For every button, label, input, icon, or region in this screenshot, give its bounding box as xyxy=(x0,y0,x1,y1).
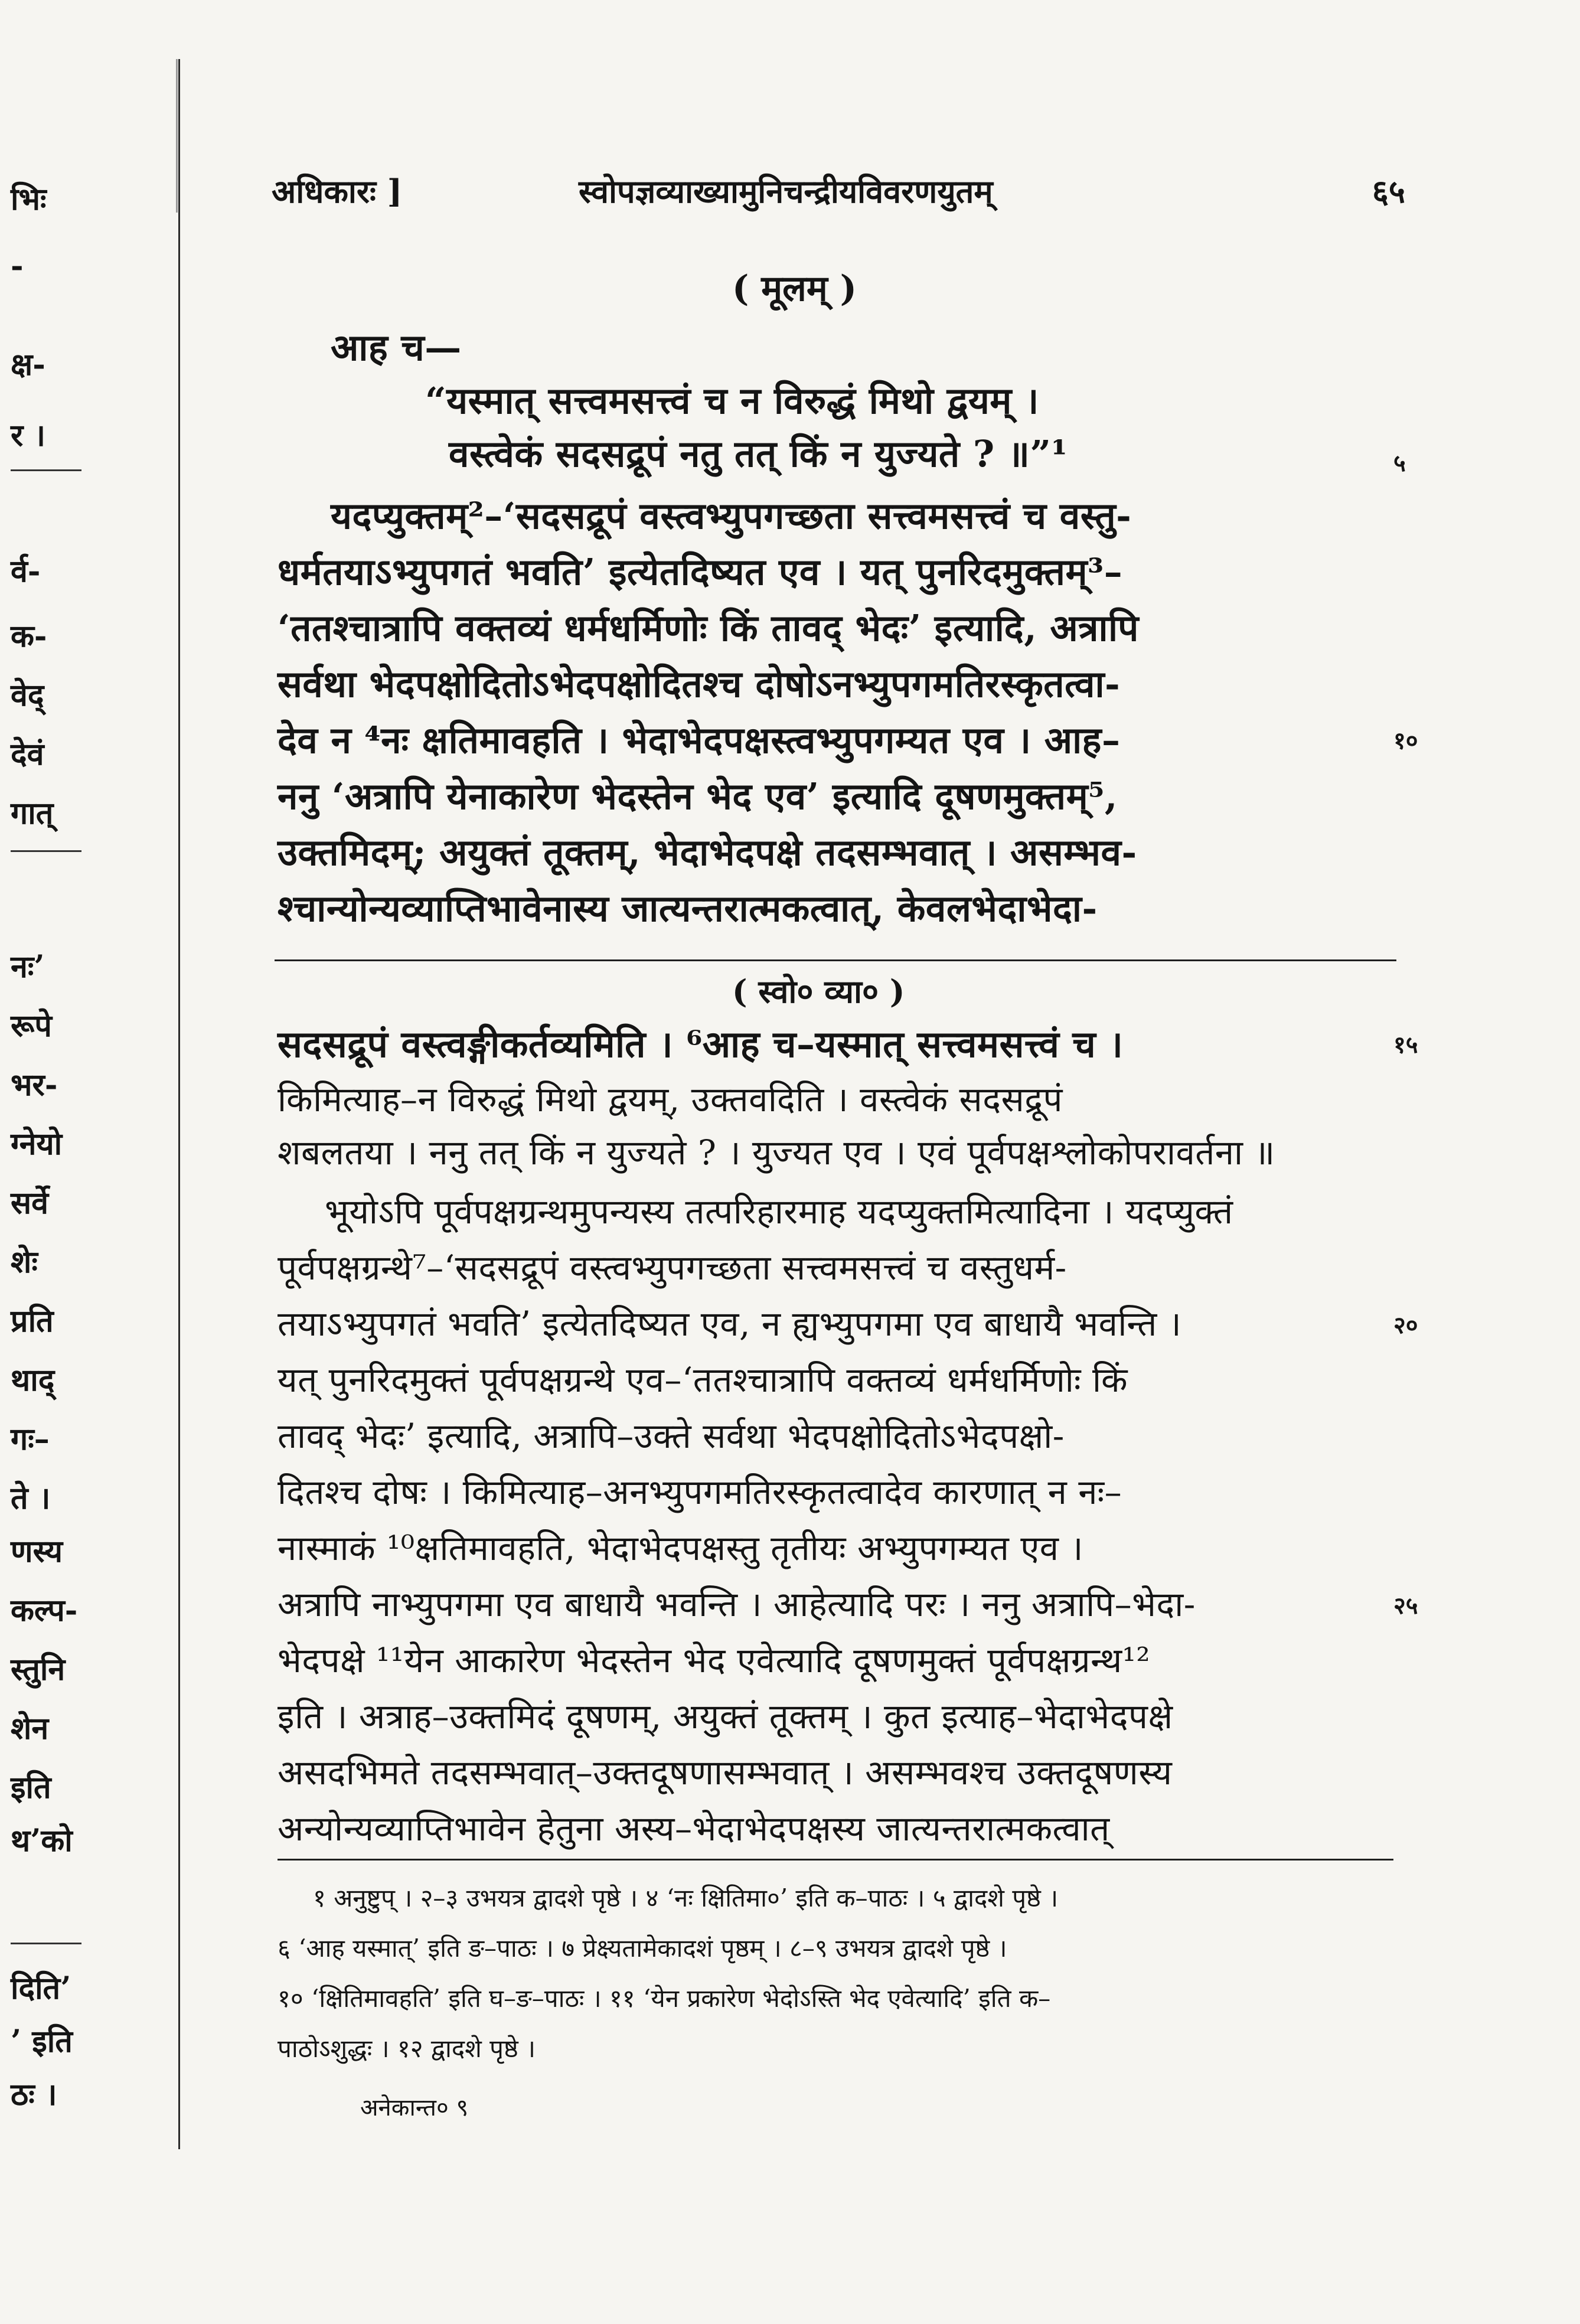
signature-mark: अनेकान्त० ९ xyxy=(360,2094,469,2121)
vivarana-line: नास्माकं ¹⁰क्षतिमावहति, भेदाभेदपक्षस्तु तृतीयः अभ्युपगम्यत एव । xyxy=(278,1528,1083,1568)
commentary-line: किमित्याह–न विरुद्धं मिथो द्वयम्, उक्तवदिति । वस्त्वेकं सदसद्रूपं xyxy=(278,1079,1063,1119)
commentary-heading: ( स्वो० व्या० ) xyxy=(732,972,905,1010)
vivarana-line: तावद् भेदः’ इत्यादि, अत्रापि–उक्ते सर्वथा भेदपक्षोदितोऽभेदपक्षो- xyxy=(278,1416,1065,1456)
fold-speckle xyxy=(176,59,178,213)
header-chapter: अधिकारः ] xyxy=(272,172,403,210)
vivarana-line: दितश्च दोषः । किमित्याह–अनभ्युपगमतिरस्कृतत्वादेव कारणात् न नः– xyxy=(278,1472,1122,1512)
page-fold-line xyxy=(178,59,180,2149)
verse-line-2: वस्त्वेकं सदसद्रूपं नतु तत् किं न युज्यते ? ॥”¹ xyxy=(449,432,1068,475)
gutter-fragment: ग्नेयो xyxy=(11,1126,63,1162)
line-number: २५ xyxy=(1393,1592,1418,1620)
mula-line: देव न ⁴नः क्षतिमावहति । भेदाभेदपक्षस्त्वभ्युपगम्यत एव । आह– xyxy=(278,719,1121,762)
gutter-fragment: क्ष- xyxy=(11,347,45,383)
mula-line: ननु ‘अत्रापि येनाकारेण भेदस्तेन भेद एव’ इत्यादि दूषणमुक्तम्⁵, xyxy=(278,775,1118,818)
footnote-line: १० ‘क्षितिमावहति’ इति घ–ङ–पाठः । ११ ‘येन प्रकारेण भेदोऽस्ति भेद एवेत्यादि’ इति क– xyxy=(278,1984,1051,2013)
line-number: ५ xyxy=(1393,449,1406,477)
gutter-fragment: र । xyxy=(11,417,46,453)
gutter-fragment: शेन xyxy=(11,1711,49,1747)
vivarana-line: अत्रापि नाभ्युपगमा एव बाधायै भवन्ति । आहेत्यादि परः । ननु अत्रापि–भेदा- xyxy=(278,1584,1196,1624)
mula-line: ‘ततश्चात्रापि वक्तव्यं धर्मधर्मिणोः किं तावद् भेदः’ इत्यादि, अत्रापि xyxy=(278,606,1139,649)
mula-line: यदप्युक्तम्²–‘सदसद्रूपं वस्त्वभ्युपगच्छता सत्त्वमसत्त्वं च वस्तु- xyxy=(331,494,1132,537)
mula-line: श्चान्योन्यव्याप्तिभावेनास्य जात्यन्तरात्मकत्वात्, केवलभेदाभेदा- xyxy=(278,887,1098,930)
verse-line-1: “यस्मात् सत्त्वमसत्त्वं च न विरुद्धं मिथो द्वयम् । xyxy=(425,379,1039,422)
gutter-fragment: सर्वे xyxy=(11,1185,49,1221)
gutter-rule xyxy=(11,850,81,852)
vivarana-line: तयाऽभ्युपगतं भवति’ इत्येतदिष्यत एव, न ह्यभ्युपगमा एव बाधायै भवन्ति । xyxy=(278,1304,1182,1344)
vivarana-line: भूयोऽपि पूर्वपक्षग्रन्थमुपन्यस्य तत्परिहारमाह यदप्युक्तमित्यादिना । यदप्युक्तं xyxy=(325,1192,1233,1232)
gutter-fragment: - xyxy=(11,248,24,284)
mula-line: उक्तमिदम्; अयुक्तं तूक्तम्, भेदाभेदपक्षे तदसम्भवात् । असम्भव- xyxy=(278,831,1137,874)
gutter-fragment: इति xyxy=(11,1770,51,1806)
gutter-fragment: गात् xyxy=(11,795,54,831)
gutter-fragment: कल्प- xyxy=(11,1592,78,1628)
commentary-line: शबलतया । ननु तत् किं न युज्यते ? । युज्यत एव । एवं पूर्वपक्षश्लोकोपरावर्तना ॥ xyxy=(278,1132,1275,1173)
gutter-fragment: थ’को xyxy=(11,1823,73,1859)
vivarana-line: पूर्वपक्षग्रन्थे⁷–‘सदसद्रूपं वस्त्वभ्युपगच्छता सत्त्वमसत्त्वं च वस्तुधर्म- xyxy=(278,1248,1067,1288)
gutter-fragment: भिः xyxy=(11,181,47,217)
gutter-fragment: रूपे xyxy=(11,1008,52,1044)
mula-line: धर्मतयाऽभ्युपगतं भवति’ इत्येतदिष्यत एव । यत् पुनरिदमुक्तम्³– xyxy=(278,550,1123,593)
gutter-fragment: ’ इति xyxy=(11,2023,73,2059)
footnote-rule xyxy=(278,1859,1393,1860)
vivarana-line: असदभिमते तदसम्भवात्–उक्तदूषणासम्भवात् । असम्भवश्च उक्तदूषणस्य xyxy=(278,1752,1173,1793)
gutter-rule xyxy=(11,469,81,471)
gutter-fragment: णस्य xyxy=(11,1533,63,1569)
footnote-line: १ अनुष्टुप् । २–३ उभयत्र द्वादशे पृष्ठे । ४ ‘नः क्षितिमा०’ इति क–पाठः । ५ द्वादशे पृष्ठे । xyxy=(313,1884,1059,1912)
gutter-fragment: स्तुनि xyxy=(11,1651,66,1687)
gutter-fragment: भर- xyxy=(11,1067,58,1103)
gutter-fragment: गः– xyxy=(11,1421,50,1457)
gutter-fragment: थाद् xyxy=(11,1362,55,1398)
gutter-fragment: प्रति xyxy=(11,1303,54,1339)
footnote-line: ६ ‘आह यस्मात्’ इति ङ–पाठः । ७ प्रेक्ष्यतामेकादशं पृष्ठम् । ८–९ उभयत्र द्वादशे पृष्ठे । xyxy=(278,1934,1007,1963)
vivarana-line: यत् पुनरिदमुक्तं पूर्वपक्षग्रन्थे एव–‘ततश्चात्रापि वक्तव्यं धर्मधर्मिणोः किं xyxy=(278,1360,1128,1400)
vivarana-line: अन्योन्यव्याप्तिभावेन हेतुना अस्य–भेदाभेदपक्षस्य जात्यन्तरात्मकत्वात् xyxy=(278,1809,1110,1849)
gutter-fragment: देवं xyxy=(11,736,44,772)
section-rule xyxy=(275,959,1396,961)
line-number: २० xyxy=(1393,1311,1418,1339)
gutter-fragment: दिति’ xyxy=(11,1970,71,2006)
footnote-line: पाठोऽशुद्धः । १२ द्वादशे पृष्ठे । xyxy=(278,2034,536,2063)
page-number: ६५ xyxy=(1372,172,1405,210)
mula-line: सर्वथा भेदपक्षोदितोऽभेदपक्षोदितश्च दोषोऽनभ्युपगमतिरस्कृतत्वा- xyxy=(278,662,1121,706)
gutter-fragment: वेद् xyxy=(11,677,44,713)
commentary-line: सदसद्रूपं वस्त्वङ्गीकर्तव्यमिति । ⁶आह च–यस्मात् सत्त्वमसत्त्वं च । xyxy=(278,1023,1124,1066)
gutter-fragment: र्व- xyxy=(11,553,41,589)
gutter-fragment: ते । xyxy=(11,1480,51,1516)
gutter-fragment: ठः । xyxy=(11,2077,57,2113)
mula-heading: ( मूलम् ) xyxy=(732,268,857,309)
running-header xyxy=(272,168,1405,216)
vivarana-line: भेदपक्षे ¹¹येन आकारेण भेदस्तेन भेद एवेत्यादि दूषणमुक्तं पूर्वपक्षग्रन्थ¹² xyxy=(278,1640,1151,1680)
vivarana-line: इति । अत्राह–उक्तमिदं दूषणम्, अयुक्तं तूक्तम् । कुत इत्याह–भेदाभेदपक्षे xyxy=(278,1696,1173,1737)
gutter-fragment: शेः xyxy=(11,1244,38,1280)
facing-page-gutter xyxy=(0,0,112,2324)
gutter-fragment: नः’ xyxy=(11,949,45,985)
gutter-rule xyxy=(11,1943,81,1944)
gutter-fragment: क- xyxy=(11,618,47,654)
header-title: स्वोपज्ञव्याख्यामुनिचन्द्रीयविवरणयुतम् xyxy=(579,172,993,210)
line-number: १० xyxy=(1393,727,1418,755)
mula-intro: आह च— xyxy=(331,326,462,369)
line-number: १५ xyxy=(1393,1031,1418,1059)
